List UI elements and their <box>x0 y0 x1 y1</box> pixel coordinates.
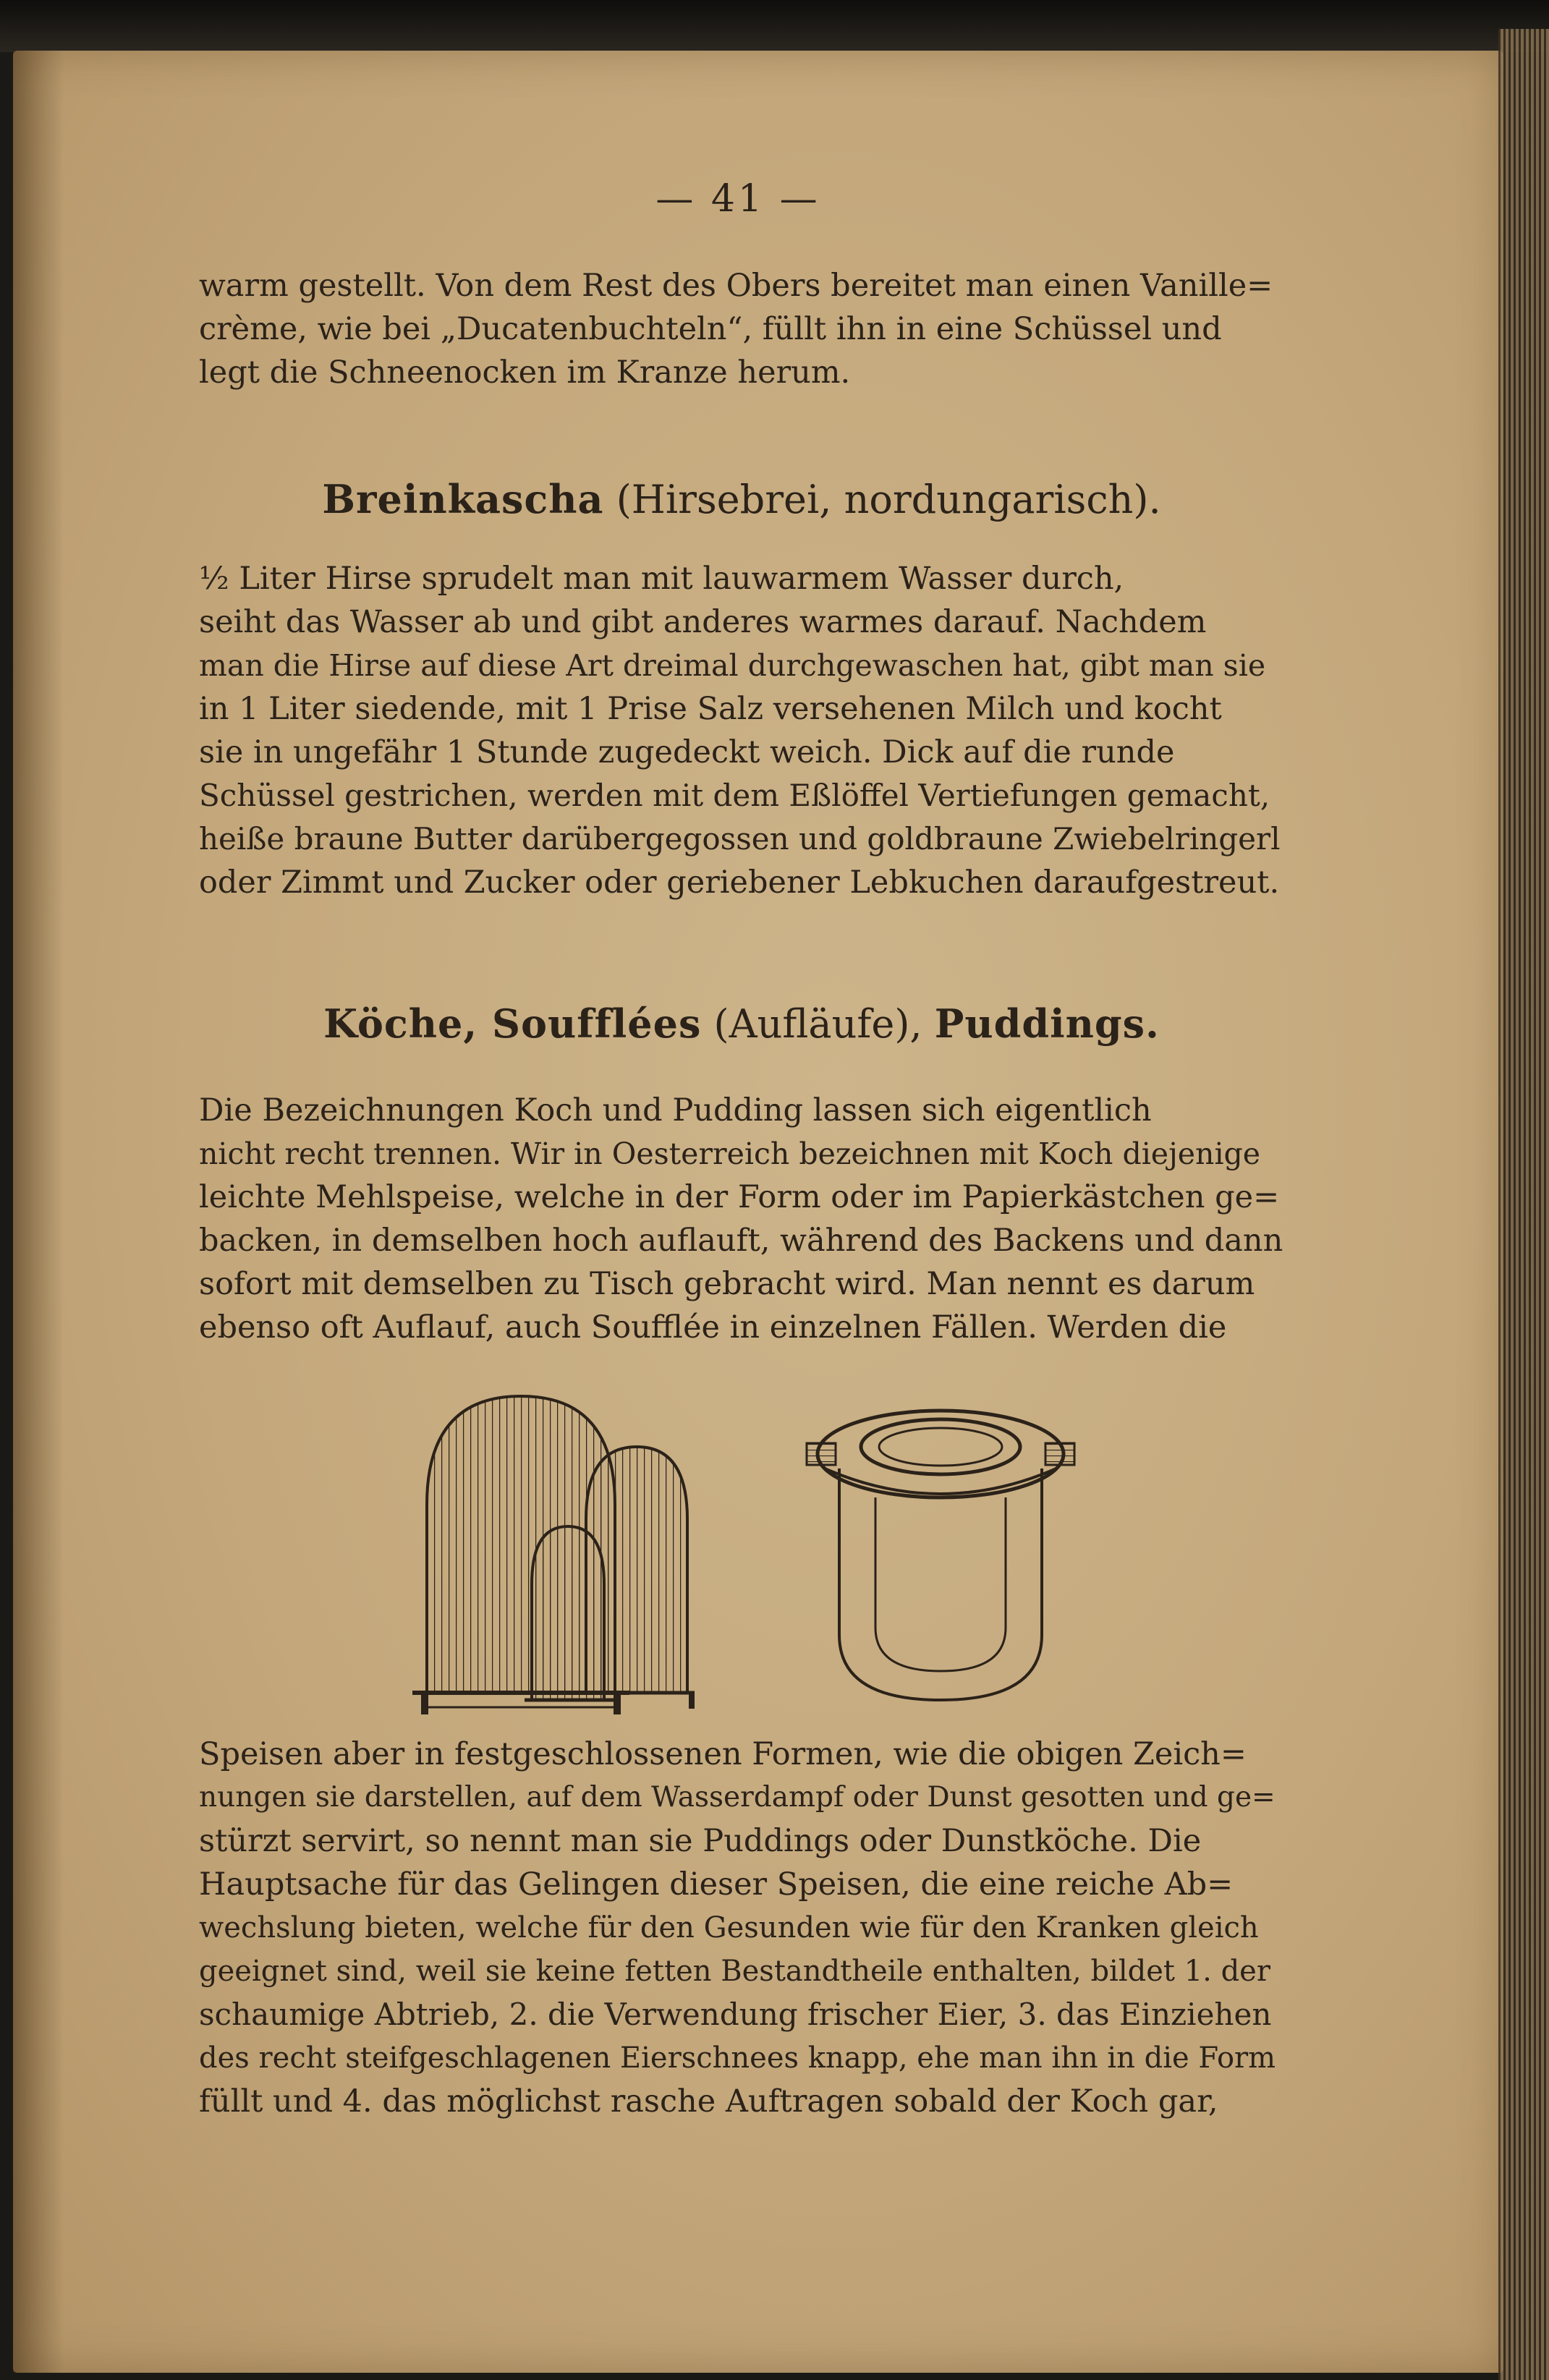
recipe-heading <box>199 474 1284 525</box>
section-title-main: Köche, Soufflées <box>323 1000 702 1047</box>
text-line: stürzt servirt, so nennt man sie Puddings oder Dunstköche. Die <box>199 1823 1202 1859</box>
dome-mold-small-icon <box>525 1526 615 1700</box>
intro-paragraph <box>199 264 1284 394</box>
page-number: — 41 — <box>655 177 820 221</box>
text-line: sie in ungefähr 1 Stunde zugedeckt weich. Dick auf die runde <box>199 734 1175 770</box>
text-line: ebenso oft Auflauf, auch Soufflée in einzelnen Fällen. Werden die <box>199 1309 1227 1346</box>
text-line: backen, in demselben hoch auflauft, während des Backens und dann <box>199 1223 1283 1259</box>
text-line: geeignet sind, weil sie keine fetten Bestandtheile enthalten, bildet 1. der <box>199 1955 1270 1988</box>
pudding-molds-illustration <box>405 1374 1114 1722</box>
text-line: Die Bezeichnungen Koch und Pudding lassen sich eigentlich <box>199 1092 1152 1129</box>
text-line: leichte Mehlspeise, welche in der Form oder im Papierkästchen ge= <box>199 1179 1280 1215</box>
section-title-aside: (Aufläufe), <box>713 1001 922 1047</box>
text-line: seiht das Wasser ab und gibt anderes warmes darauf. Nachdem <box>199 604 1207 640</box>
text-line: ½ Liter Hirse sprudelt man mit lauwarmem Wasser durch, <box>199 561 1124 597</box>
text-line: schaumige Abtrieb, 2. die Verwendung frischer Eier, 3. das Einziehen <box>199 1997 1272 2032</box>
section-title-puddings: Puddings. <box>934 1000 1160 1047</box>
recipe-title: Breinkascha <box>322 476 604 522</box>
text-line: füllt und 4. das möglichst rasche Auftragen sobald der Koch gar, <box>199 2083 1218 2120</box>
page-gutter-shadow <box>13 51 64 2373</box>
section-heading <box>199 998 1284 1050</box>
scanner-background <box>0 0 1549 52</box>
text-line: wechslung bieten, welche für den Gesunden wie für den Kranken gleich <box>199 1911 1259 1945</box>
text-line: heiße braune Butter darübergegossen und goldbraune Zwiebelringerl <box>199 821 1281 857</box>
pudding-pot-icon <box>807 1411 1074 1700</box>
text-line: crème, wie bei „Ducatenbuchteln“, füllt ihn in eine Schüssel und <box>199 311 1222 347</box>
text-line: sofort mit demselben zu Tisch gebracht wird. Man nennt es darum <box>199 1266 1255 1302</box>
text-line: nungen sie darstellen, auf dem Wasserdampf oder Dunst gesotten und ge= <box>199 1781 1276 1814</box>
text-line: des recht steifgeschlagenen Eierschnees knapp, ehe man ihn in die Form <box>199 2041 1276 2075</box>
book-edge <box>1498 29 1549 2380</box>
text-line: Schüssel gestrichen, werden mit dem Eßlöffel Vertiefungen gemacht, <box>199 778 1270 813</box>
text-line: Speisen aber in festgeschlossenen Formen, wie die obigen Zeich= <box>199 1736 1247 1772</box>
text-line: nicht recht trennen. Wir in Oesterreich bezeichnen mit Koch diejenige <box>199 1136 1261 1171</box>
section-paragraph <box>199 1089 1284 1349</box>
text-line: man die Hirse auf diese Art dreimal durchgewaschen hat, gibt man sie <box>199 648 1266 683</box>
recipe-paragraph <box>199 557 1284 904</box>
recipe-subtitle: (Hirsebrei, nordungarisch). <box>616 477 1161 522</box>
closing-paragraph <box>199 1733 1284 2123</box>
text-line: Hauptsache für das Gelingen dieser Speisen, die eine reiche Ab= <box>199 1866 1234 1903</box>
text-line: warm gestellt. Von dem Rest des Obers bereitet man einen Vanille= <box>199 268 1273 304</box>
text-line: oder Zimmt und Zucker oder geriebener Lebkuchen daraufgestreut. <box>199 864 1280 901</box>
text-line: legt die Schneenocken im Kranze herum. <box>199 354 851 391</box>
text-line: in 1 Liter siedende, mit 1 Prise Salz versehenen Milch und kocht <box>199 691 1222 727</box>
